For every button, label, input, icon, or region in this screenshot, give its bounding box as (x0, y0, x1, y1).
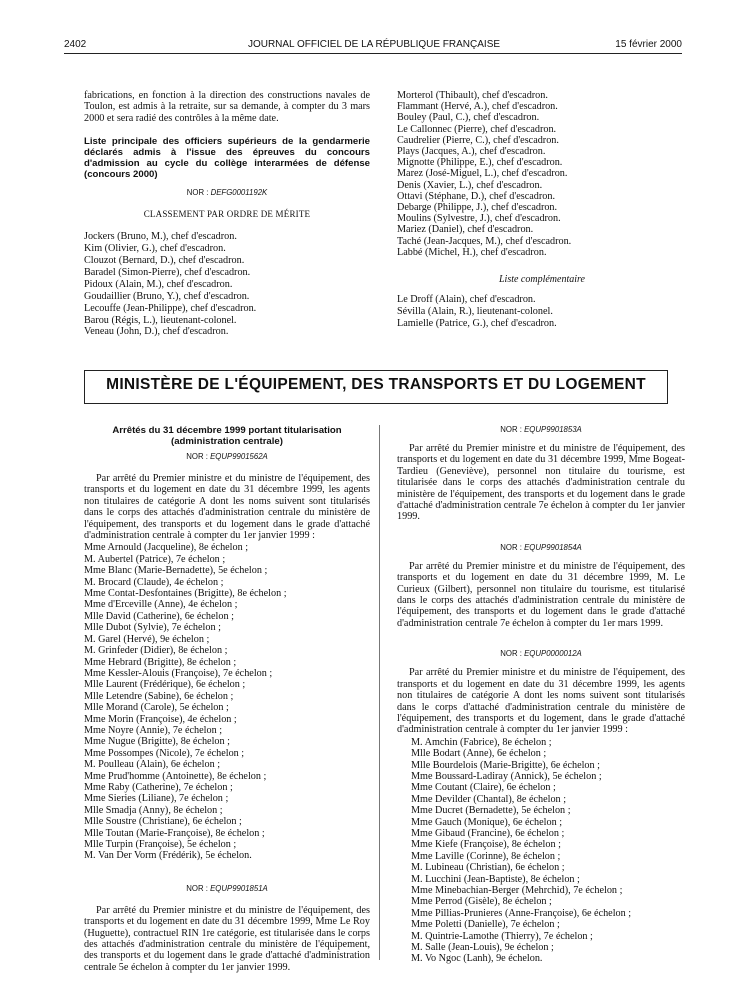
list-item: Morterol (Thibault), chef d'escadron. (397, 90, 548, 101)
names-list (397, 90, 687, 258)
list-item: Taché (Jean-Jacques, M.), chef d'escadron. (397, 235, 572, 247)
decree-title: Arrêtés du 31 décembre 1999 portant titularisation (administration centrale) (112, 425, 342, 447)
list-item: Mme Ducret (Bernadette), 5e échelon ; (411, 805, 571, 817)
list-item: M. Lucchini (Jean-Baptiste), 8e échelon ; (411, 873, 580, 885)
list-item: Pidoux (Alain, M.), chef d'escadron. (84, 278, 233, 290)
list-item: M. Amchin (Fabrice), 8e échelon ; (411, 736, 552, 748)
top-left-column (84, 90, 370, 338)
list-item: Marez (José-Miguel, L.), chef d'escadron. (397, 168, 568, 180)
list-item: Mme Minebachian-Berger (Mehrchid), 7e échelon ; (411, 885, 623, 896)
nor-code: DEFG0001192K (210, 188, 268, 198)
list-item: M. Grinfeder (Didier), 8e échelon ; (84, 645, 228, 657)
list-item: M. Garel (Hervé), 9e échelon ; (84, 633, 210, 645)
nor-label: NOR : (186, 188, 209, 198)
nor-reference (84, 884, 370, 893)
nor-label: NOR : (186, 883, 208, 893)
nor-label: NOR : (500, 425, 522, 434)
ministry-banner: MINISTÈRE DE L'ÉQUIPEMENT, DES TRANSPORTS ET DU LOGEMENT (106, 376, 646, 393)
list-item: Caudrelier (Pierre, C.), chef d'escadron. (397, 134, 559, 146)
list-item: Mlle Smadja (Anny), 8e échelon ; (84, 804, 223, 816)
list-item: Bouley (Paul, C.), chef d'escadron. (397, 112, 540, 124)
decree-paragraph: Par arrêté du Premier ministre et du ministre de l'équipement, des transports et du logement en date du 31 décembre 1999, M. Le Curieux (Gilbert), personnel non titulaire du tourisme, est titularisé dans le corps des attachés d'administration centrale du ministère de l'équipement, des transports et du logement dans le grade d'attaché d'administration centrale 7e échelon à compter du 1er mars 1999. (397, 560, 685, 629)
list-item: Mme Kiefe (Françoise), 8e échelon ; (411, 839, 561, 851)
decree-paragraph: Par arrêté du Premier ministre et du ministre de l'équipement, des transports et du logement en date du 31 décembre 1999, Mme Le Roy (Huguette), contractuel RIN 1re catégorie, est titularisée dans le corps des attachés d'administration centrale du ministère de l'équipement, des transports et du logement dans le grade d'attaché d'administration centrale 5e échelon à compter du 1er janvier 1999. (84, 904, 370, 973)
list-item: Mme Nugue (Brigitte), 8e échelon ; (84, 736, 230, 748)
list-item: Mlle Dubot (Sylvie), 7e échelon ; (84, 622, 221, 634)
list-item: M. Aubertel (Patrice), 7e échelon ; (84, 553, 226, 565)
names-list (84, 231, 370, 338)
list-item: Mme Coutant (Claire), 6e échelon ; (411, 782, 556, 794)
nor-label: NOR : (186, 452, 208, 461)
list-item: Le Droff (Alain), chef d'escadron. (397, 294, 536, 306)
nor-code: EQUP9901851A (210, 883, 268, 893)
list-item: Mme Hebrard (Brigitte), 8e échelon ; (84, 656, 237, 668)
header-rule (64, 53, 682, 54)
lower-left-column (84, 425, 370, 973)
decree-paragraph: Par arrêté du Premier ministre et du ministre de l'équipement, des transports et du logement en date du 31 décembre 1999, les agents non titulaires de catégorie A dont les noms suivent sont titularisés dans le corps d'attaché d'administration centrale du ministère de l'équipement, des transports et du logement, dans le grade d'attaché d'administration centrale à compter du 1er janvier 1999 : (397, 667, 685, 736)
lower-right-column (397, 425, 685, 965)
list-item: Mlle Turpin (Françoise), 5e échelon ; (84, 839, 237, 850)
list-item: Mignotte (Philippe, E.), chef d'escadron. (397, 157, 563, 169)
nor-code: EQUP0000012A (524, 649, 582, 659)
list-item: Mme Gauch (Monique), 6e échelon ; (411, 816, 563, 828)
list-item: M. Van Der Vorm (Frédérik), 5e échelon. (84, 850, 252, 862)
list-item: Mme Pillias-Prunieres (Anne-Françoise), 6e échelon ; (411, 907, 632, 919)
list-item: Moulins (Sylvestre, J.), chef d'escadron. (397, 213, 561, 225)
list-item: Sévilla (Alain, R.), lieutenant-colonel. (397, 306, 553, 318)
section-title: Liste principale des officiers supérieurs de la gendarmerie déclarés admis à l'issue des épreuves du concours d'admission au cycle du collège interarmées de défense (concours 2000) (84, 136, 370, 181)
complementary-title: Liste complémentaire (498, 274, 585, 286)
list-item: Mme Poletti (Danielle), 7e échelon ; (411, 919, 560, 931)
list-item: Debarge (Philippe, J.), chef d'escadron. (397, 202, 558, 214)
intro-paragraph: fabrications, en fonction à la direction des constructions navales de Toulon, est admis à la retraite, sur sa demande, à compter du 3 mars 2000 et sera radié des contrôles à la même date. (84, 90, 370, 124)
list-item: Mme Raby (Catherine), 7e échelon ; (84, 781, 233, 793)
list-item: Mlle Toutan (Marie-Françoise), 8e échelon ; (84, 827, 265, 839)
list-item: Mlle Laurent (Frédérique), 6e échelon ; (84, 679, 246, 691)
list-item: Mme Arnould (Jacqueline), 8e échelon ; (84, 542, 249, 554)
list-item: Mlle Bourdelois (Marie-Brigitte), 6e échelon ; (411, 759, 600, 771)
list-item: M. Quintrie-Lamothe (Thierry), 7e échelon ; (411, 930, 593, 942)
list-item: Mme Boussard-Ladiray (Annick), 5e échelon ; (411, 770, 602, 782)
list-item: Mme Prud'homme (Antoinette), 8e échelon ; (84, 770, 267, 782)
list-item: Mlle Letendre (Sabine), 6e échelon ; (84, 690, 234, 702)
list-item: Mme Sieries (Liliane), 7e échelon ; (84, 793, 229, 805)
complementary-list (397, 294, 687, 331)
list-item: Le Callonnec (Pierre), chef d'escadron. (397, 123, 557, 135)
header-date: 15 février 2000 (615, 39, 682, 50)
list-item: Labbé (Michel, H.), chef d'escadron. (397, 246, 547, 258)
decree-paragraph: Par arrêté du Premier ministre et du ministre de l'équipement, des transports et du logement en date du 31 décembre 1999, les agents non titulaires de catégorie A dont les noms suivent sont titularisés dans le corps des attachés d'administration centrale du ministère de l'équipement, des transports et du logement dans le grade d'attaché d'administration centrale à compter du 1er janvier 1999 : (84, 473, 370, 542)
list-item: Goudaillier (Bruno, Y.), chef d'escadron. (84, 290, 250, 302)
list-item: Mlle David (Catherine), 6e échelon ; (84, 610, 234, 622)
list-item: Mme Morin (Françoise), 4e échelon ; (84, 713, 237, 725)
list-item: Denis (Xavier, L.), chef d'escadron. (397, 179, 543, 191)
list-item: M. Lubineau (Christian), 6e échelon ; (411, 862, 565, 874)
list-item: Mlle Bodart (Anne), 6e échelon ; (411, 748, 547, 760)
list-item: Mme Laville (Corinne), 8e échelon ; (411, 850, 561, 862)
list-item: Plays (Jacques, A.), chef d'escadron. (397, 146, 546, 158)
list-item: Clouzot (Bernard, D.), chef d'escadron. (84, 255, 245, 267)
nor-code: EQUP9901562A (210, 452, 268, 461)
list-item: Mariez (Daniel), chef d'escadron. (397, 224, 534, 236)
list-item: Mme Blanc (Marie-Bernadette), 5e échelon ; (84, 565, 268, 577)
list-item: Mlle Morand (Carole), 5e échelon ; (84, 702, 229, 714)
nor-code: EQUP9901854A (524, 542, 582, 552)
column-divider (379, 425, 380, 960)
list-item: M. Salle (Jean-Louis), 9e échelon ; (411, 942, 554, 954)
names-list (84, 542, 370, 861)
nor-label: NOR : (500, 542, 522, 552)
list-item: Ottavi (Stéphane, D.), chef d'escadron. (397, 190, 555, 202)
list-item: Mme Contat-Desfontaines (Brigitte), 8e échelon ; (84, 588, 287, 600)
list-item: Lamielle (Patrice, G.), chef d'escadron. (397, 318, 557, 330)
list-item: Mme Possompes (Nicole), 7e échelon ; (84, 747, 245, 759)
list-item: Flammant (Hervé, A.), chef d'escadron. (397, 101, 558, 113)
nor-reference (397, 543, 685, 552)
list-item: Mme Gibaud (Francine), 6e échelon ; (411, 827, 565, 839)
list-item: Kim (Olivier, G.), chef d'escadron. (84, 243, 226, 255)
list-item: Mme Kessler-Alouis (Françoise), 7e échelon ; (84, 667, 273, 679)
list-item: Lecouffe (Jean-Philippe), chef d'escadron. (84, 302, 257, 314)
nor-reference (397, 425, 685, 434)
nor-reference (84, 188, 370, 197)
list-item: Mme Devilder (Chantal), 8e échelon ; (411, 793, 567, 805)
classement-heading: CLASSEMENT PAR ORDRE DE MÉRITE (143, 209, 311, 220)
nor-label: NOR : (500, 649, 522, 659)
page-number: 2402 (64, 39, 87, 50)
decree-paragraph: Par arrêté du Premier ministre et du ministre de l'équipement, des transports et du logement en date du 31 décembre 1999, Mme Bogeat-Tardieu (Geneviève), personnel non titulaire du tourisme, est titularisée dans le corps des attachés d'administration centrale du ministère de l'équipement, des transports et du logement dans le grade d'attaché d'administration centrale 7e échelon à compter du 1er janvier 1999. (397, 443, 685, 523)
list-item: Mme Noyre (Annie), 7e échelon ; (84, 724, 223, 736)
list-item: Mlle Soustre (Christiane), 6e échelon ; (84, 816, 242, 828)
list-item: Jockers (Bruno, M.), chef d'escadron. (84, 231, 237, 243)
list-item: Baradel (Simon-Pierre), chef d'escadron. (84, 266, 251, 278)
ministry-banner-box (84, 370, 668, 404)
journal-title: JOURNAL OFFICIEL DE LA RÉPUBLIQUE FRANÇAISE (247, 39, 501, 50)
top-right-column (397, 90, 687, 331)
nor-code: EQUP9901853A (524, 425, 582, 434)
list-item: Barou (Régis, L.), lieutenant-colonel. (84, 314, 237, 326)
names-list (397, 737, 685, 965)
nor-reference (84, 452, 370, 461)
list-item: M. Vo Ngoc (Lanh), 9e échelon. (411, 953, 543, 965)
list-item: Veneau (John, D.), chef d'escadron. (84, 326, 229, 338)
list-item: M. Poulleau (Alain), 6e échelon ; (84, 759, 221, 771)
nor-reference (397, 649, 685, 658)
list-item: Mme Perrod (Gisèle), 8e échelon ; (411, 896, 552, 908)
list-item: Mme d'Erceville (Anne), 4e échelon ; (84, 599, 238, 611)
list-item: M. Brocard (Claude), 4e échelon ; (84, 576, 224, 588)
